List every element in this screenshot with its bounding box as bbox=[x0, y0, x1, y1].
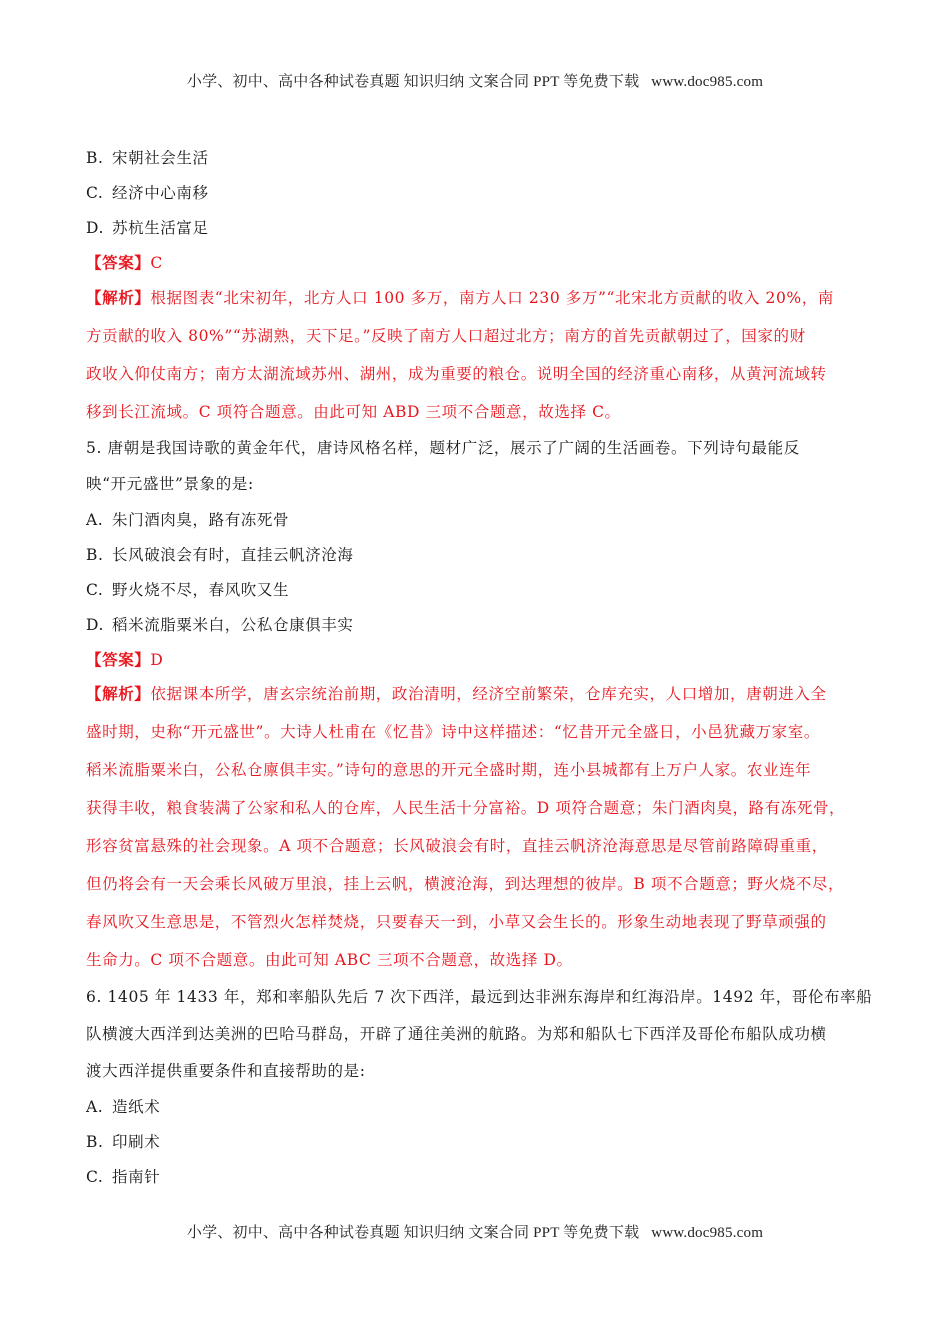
q5-option-b: B. 长风破浪会有时，直挂云帆济沧海 bbox=[86, 546, 354, 564]
q4-analysis-line-4: 移到长江流域。C 项符合题意。由此可知 ABD 三项不合题意，故选择 C。 bbox=[86, 403, 621, 421]
q4-analysis-line-2: 方贡献的收入 80%”“苏湖熟，天下足。”反映了南方人口超过北方；南方的首先贡献朝过了，国家的财 bbox=[86, 327, 806, 345]
q6-option-c: C. 指南针 bbox=[86, 1168, 161, 1186]
header-url: www.doc985.com bbox=[651, 74, 764, 90]
page-header bbox=[0, 70, 950, 91]
q4-answer bbox=[86, 251, 163, 273]
q6-option-a: A. 造纸术 bbox=[86, 1098, 161, 1116]
q4-analysis-line-1: 【解析】根据图表“北宋初年，北方人口 100 多万，南方人口 230 多万”“北宋北方贡献的收入 20%，南 bbox=[86, 288, 834, 307]
header-text: 小学、初中、高中各种试卷真题 知识归纳 文案合同 PPT 等免费下载 bbox=[186, 74, 640, 90]
footer-url: www.doc985.com bbox=[651, 1225, 764, 1241]
q5-analysis-line-1: 【解析】依据课本所学，唐玄宗统治前期，政治清明，经济空前繁荣，仓库充实，人口增加，唐朝进入全 bbox=[86, 684, 827, 703]
answer-tag: 【答案】 bbox=[86, 253, 151, 272]
q5-analysis-line-7: 春风吹又生意思是，不管烈火怎样焚烧，只要春天一到，小草又会生长的。形象生动地表现了野草顽强的 bbox=[86, 913, 827, 931]
analysis-tag: 【解析】 bbox=[86, 684, 151, 703]
q5-analysis-line-8: 生命力。C 项不合题意。由此可知 ABC 三项不合题意，故选择 D。 bbox=[86, 951, 573, 969]
q6-option-b: B. 印刷术 bbox=[86, 1133, 161, 1151]
q5-stem-line-1: 5. 唐朝是我国诗歌的黄金年代，唐诗风格名样，题材广泛，展示了广阔的生活画卷。下列诗句最能反 bbox=[86, 439, 800, 457]
q5-option-a: A. 朱门酒肉臭，路有冻死骨 bbox=[86, 511, 290, 529]
q5-analysis-line-5: 形容贫富悬殊的社会现象。A 项不合题意；长风破浪会有时，直挂云帆济沧海意思是尽管前路障碍重重， bbox=[86, 837, 828, 855]
q4-option-d: D. 苏杭生活富足 bbox=[86, 219, 209, 237]
q5-analysis-line-4: 获得丰收，粮食装满了公家和私人的仓库，人民生活十分富裕。D 项符合题意；朱门酒肉臭，路有冻死骨， bbox=[86, 799, 846, 817]
q4-option-b: B. 宋朝社会生活 bbox=[86, 149, 209, 167]
q5-analysis-line-6: 但仍将会有一天会乘长风破万里浪，挂上云帆，横渡沧海，到达理想的彼岸。B 项不合题意；野火烧不尽， bbox=[86, 875, 845, 893]
q6-stem-line-1: 6. 1405 年 1433 年，郑和率船队先后 7 次下西洋，最远到达非洲东海岸和红海沿岸。1492 年，哥伦布率船 bbox=[86, 988, 873, 1006]
q4-option-c: C. 经济中心南移 bbox=[86, 184, 209, 202]
q6-stem-line-2: 队横渡大西洋到达美洲的巴哈马群岛，开辟了通往美洲的航路。为郑和船队七下西洋及哥伦布船队成功横 bbox=[86, 1025, 827, 1043]
q5-analysis-line-3: 稻米流脂粟米白，公私仓廪俱丰实。”诗句的意思的开元全盛时期，连小县城都有上万户人家。农业连年 bbox=[86, 761, 812, 779]
answer-tag: 【答案】 bbox=[86, 650, 151, 669]
q5-stem-line-2: 映“开元盛世”景象的是: bbox=[86, 475, 254, 493]
answer-value: C bbox=[150, 254, 163, 272]
q6-stem-line-3: 渡大西洋提供重要条件和直接帮助的是: bbox=[86, 1062, 366, 1080]
q4-analysis-line-3: 政收入仰仗南方；南方太湖流域苏州、湖州，成为重要的粮仓。说明全国的经济重心南移，从黄河流域转 bbox=[86, 365, 827, 383]
q5-option-d: D. 稻米流脂粟米白，公私仓康俱丰实 bbox=[86, 616, 354, 634]
q5-analysis-line-2: 盛时期，史称“开元盛世”。大诗人杜甫在《忆昔》诗中这样描述：“忆昔开元全盛日，小邑犹藏万家室。 bbox=[86, 723, 820, 741]
answer-value: D bbox=[150, 651, 164, 669]
footer-text: 小学、初中、高中各种试卷真题 知识归纳 文案合同 PPT 等免费下载 bbox=[186, 1225, 640, 1241]
q5-option-c: C. 野火烧不尽，春风吹又生 bbox=[86, 581, 290, 599]
analysis-tag: 【解析】 bbox=[86, 288, 151, 307]
page-footer bbox=[0, 1221, 950, 1242]
q5-answer bbox=[86, 648, 163, 670]
